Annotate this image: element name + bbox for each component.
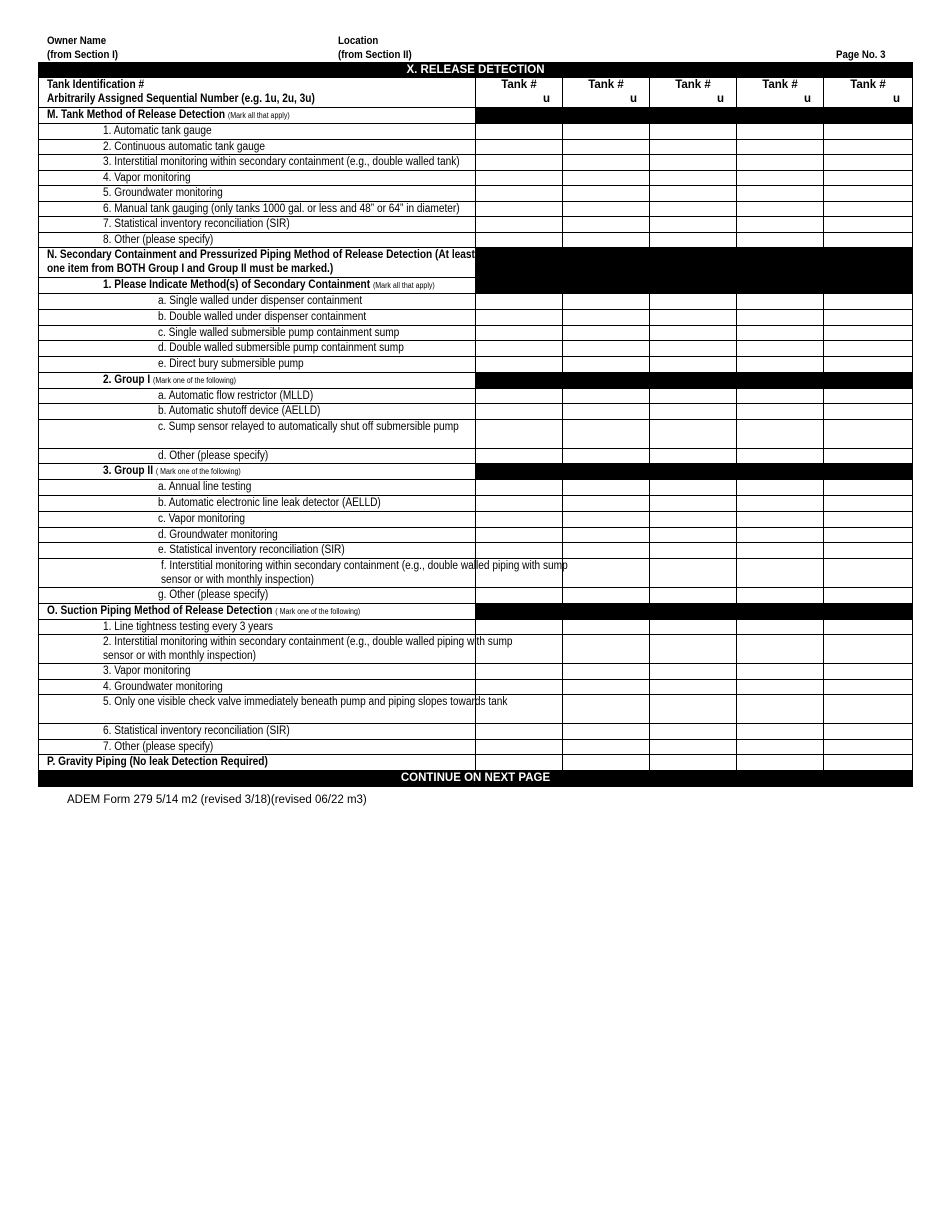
tank-2-checkbox[interactable] [563,679,650,695]
row-label: 3. Vapor monitoring [39,664,476,680]
table-row [39,404,913,420]
tank-3-checkbox[interactable] [650,404,737,420]
tank-3-checkbox[interactable] [650,341,737,357]
tank-5-checkbox[interactable] [824,404,913,420]
section-header-row [39,464,913,480]
tank-1-checkbox[interactable] [476,294,563,310]
tank-5-checkbox[interactable] [824,170,913,186]
tank-1-checkbox[interactable] [476,124,563,140]
tank-5-checkbox[interactable] [824,448,913,464]
tank-id-row [39,78,913,108]
tank-1-checkbox[interactable] [476,388,563,404]
row-label: M. Tank Method of Release Detection (Mark all that apply) [39,108,476,124]
tank-5-checkbox[interactable] [824,543,913,559]
tank-4-checkbox[interactable] [737,496,824,512]
owner-name-label: Owner Name (from Section I) [47,35,118,61]
form-footer: ADEM Form 279 5/14 m2 (revised 3/18)(revised 06/22 m3) [67,794,367,806]
tank-1-checkbox[interactable] [476,724,563,740]
tank-2-checkbox[interactable] [563,170,650,186]
tank-4-checkbox[interactable] [737,755,824,771]
tank-2-checkbox[interactable] [563,587,650,603]
tank-4-checkbox[interactable] [737,511,824,527]
row-label: 3. Group II ( Mark one of the following) [39,464,476,480]
row-label: 2. Group I (Mark one of the following) [39,372,476,388]
tank-4-checkbox[interactable] [737,587,824,603]
row-label: e. Direct bury submersible pump [39,357,476,373]
tank-5-checkbox[interactable] [824,186,913,202]
tank-3-checkbox[interactable] [650,558,737,587]
tank-3-checkbox[interactable] [650,755,737,771]
row-label: 8. Other (please specify) [39,232,476,248]
tank-2-checkbox[interactable] [563,739,650,755]
tank-1-checkbox[interactable] [476,664,563,680]
tank-3-checkbox[interactable] [650,124,737,140]
table-row [39,511,913,527]
tank-4-checkbox[interactable] [737,543,824,559]
tank-2-checkbox[interactable] [563,527,650,543]
table-row [39,558,913,587]
tank-3-checkbox[interactable] [650,724,737,740]
section-header-row [39,278,913,294]
tank-4-checkbox[interactable] [737,739,824,755]
section-header-row [39,108,913,124]
table-row [39,155,913,171]
tank-1-number-field[interactable]: Tank # u [476,78,563,108]
tank-4-checkbox[interactable] [737,558,824,587]
row-label: b. Automatic shutoff device (AELLD) [39,404,476,420]
tank-4-checkbox[interactable] [737,448,824,464]
tank-2-checkbox[interactable] [563,388,650,404]
table-row [39,217,913,233]
tank-1-checkbox[interactable] [476,679,563,695]
tank-2-number-field[interactable]: Tank # u [563,78,650,108]
row-label: a. Annual line testing [39,480,476,496]
tank-3-checkbox[interactable] [650,695,737,724]
table-row [39,480,913,496]
tank-4-checkbox[interactable] [737,294,824,310]
tank-3-checkbox[interactable] [650,357,737,373]
tank-1-checkbox[interactable] [476,325,563,341]
row-label: a. Single walled under dispenser containment [39,294,476,310]
table-row [39,325,913,341]
tank-4-checkbox[interactable] [737,201,824,217]
tank-4-checkbox[interactable] [737,664,824,680]
row-label: 2. Interstitial monitoring within secondary containment (e.g., double walled piping with sump sensor or with monthly inspection) [39,635,476,664]
tank-5-checkbox[interactable] [824,635,913,664]
table-row [39,619,913,635]
tank-4-checkbox[interactable] [737,217,824,233]
tank-4-number-field[interactable]: Tank # u [737,78,824,108]
tank-2-checkbox[interactable] [563,695,650,724]
tank-4-checkbox[interactable] [737,325,824,341]
tank-3-checkbox[interactable] [650,635,737,664]
tank-1-checkbox[interactable] [476,739,563,755]
tank-3-checkbox[interactable] [650,201,737,217]
table-row [39,664,913,680]
row-label: b. Automatic electronic line leak detector (AELLD) [39,496,476,512]
tank-2-checkbox[interactable] [563,124,650,140]
tank-5-checkbox[interactable] [824,527,913,543]
row-label: 4. Groundwater monitoring [39,679,476,695]
gravity-piping-row [39,755,913,771]
table-row [39,294,913,310]
tank-2-checkbox[interactable] [563,404,650,420]
row-label: 6. Manual tank gauging (only tanks 1000 gal. or less and 48” or 64” in diameter) [39,201,476,217]
tank-3-checkbox[interactable] [650,448,737,464]
tank-5-checkbox[interactable] [824,124,913,140]
tank-2-checkbox[interactable] [563,724,650,740]
blacked-out-cells [476,248,913,278]
tank-5-checkbox[interactable] [824,695,913,724]
table-row [39,496,913,512]
row-label: 1. Line tightness testing every 3 years [39,619,476,635]
tank-3-checkbox[interactable] [650,496,737,512]
tank-2-checkbox[interactable] [563,341,650,357]
tank-4-checkbox[interactable] [737,232,824,248]
tank-5-checkbox[interactable] [824,664,913,680]
table-row [39,543,913,559]
tank-3-checkbox[interactable] [650,217,737,233]
tank-3-checkbox[interactable] [650,170,737,186]
tank-1-checkbox[interactable] [476,543,563,559]
table-row [39,419,913,448]
tank-1-checkbox[interactable] [476,170,563,186]
tank-5-checkbox[interactable] [824,232,913,248]
row-label: 2. Continuous automatic tank gauge [39,139,476,155]
table-row [39,587,913,603]
tank-5-checkbox[interactable] [824,294,913,310]
tank-4-checkbox[interactable] [737,635,824,664]
tank-3-checkbox[interactable] [650,587,737,603]
tank-2-checkbox[interactable] [563,155,650,171]
tank-3-number-field[interactable]: Tank # u [650,78,737,108]
tank-2-checkbox[interactable] [563,232,650,248]
tank-3-checkbox[interactable] [650,325,737,341]
tank-5-checkbox[interactable] [824,480,913,496]
tank-3-checkbox[interactable] [650,419,737,448]
tank-4-checkbox[interactable] [737,170,824,186]
tank-1-checkbox[interactable] [476,341,563,357]
tank-4-checkbox[interactable] [737,309,824,325]
tank-2-checkbox[interactable] [563,755,650,771]
tank-2-checkbox[interactable] [563,664,650,680]
tank-3-checkbox[interactable] [650,309,737,325]
tank-3-checkbox[interactable] [650,186,737,202]
tank-5-checkbox[interactable] [824,619,913,635]
tank-4-checkbox[interactable] [737,419,824,448]
table-row [39,357,913,373]
tank-5-checkbox[interactable] [824,201,913,217]
row-label: 7. Other (please specify) [39,739,476,755]
tank-5-checkbox[interactable] [824,739,913,755]
blacked-out-cells [476,278,913,294]
tank-2-checkbox[interactable] [563,480,650,496]
tank-3-checkbox[interactable] [650,619,737,635]
tank-3-checkbox[interactable] [650,511,737,527]
tank-4-checkbox[interactable] [737,341,824,357]
tank-1-checkbox[interactable] [476,755,563,771]
table-row [39,739,913,755]
row-label: c. Vapor monitoring [39,511,476,527]
table-row [39,232,913,248]
table-row [39,139,913,155]
blacked-out-cells [476,108,913,124]
row-label: c. Single walled submersible pump containment sump [39,325,476,341]
row-label: 1. Automatic tank gauge [39,124,476,140]
row-label: d. Groundwater monitoring [39,527,476,543]
row-label: b. Double walled under dispenser containment [39,309,476,325]
tank-4-checkbox[interactable] [737,527,824,543]
tank-3-checkbox[interactable] [650,232,737,248]
tank-id-label: Tank Identification # Arbitrarily Assigned Sequential Number (e.g. 1u, 2u, 3u) [39,78,476,108]
tank-2-checkbox[interactable] [563,448,650,464]
tank-2-checkbox[interactable] [563,294,650,310]
tank-1-checkbox[interactable] [476,232,563,248]
tank-1-checkbox[interactable] [476,480,563,496]
table-row [39,124,913,140]
tank-5-checkbox[interactable] [824,419,913,448]
section-header-row [39,603,913,619]
tank-1-checkbox[interactable] [476,527,563,543]
tank-2-checkbox[interactable] [563,496,650,512]
tank-3-checkbox[interactable] [650,543,737,559]
tank-5-checkbox[interactable] [824,558,913,587]
row-label: d. Other (please specify) [39,448,476,464]
table-row [39,186,913,202]
tank-4-checkbox[interactable] [737,679,824,695]
tank-2-checkbox[interactable] [563,309,650,325]
section-title-band: X. RELEASE DETECTION [39,63,913,78]
row-label: 7. Statistical inventory reconciliation (SIR) [39,217,476,233]
tank-5-checkbox[interactable] [824,755,913,771]
row-label: O. Suction Piping Method of Release Detection ( Mark one of the following) [39,603,476,619]
row-label: d. Double walled submersible pump containment sump [39,341,476,357]
tank-4-checkbox[interactable] [737,695,824,724]
table-row [39,388,913,404]
table-row [39,201,913,217]
row-label: 1. Please Indicate Method(s) of Secondary Containment (Mark all that apply) [39,278,476,294]
tank-3-checkbox[interactable] [650,294,737,310]
tank-4-checkbox[interactable] [737,480,824,496]
tank-1-checkbox[interactable] [476,511,563,527]
blacked-out-cells [476,464,913,480]
row-label: c. Sump sensor relayed to automatically shut off submersible pump [39,419,476,448]
tank-1-checkbox[interactable] [476,139,563,155]
tank-3-checkbox[interactable] [650,139,737,155]
tank-4-checkbox[interactable] [737,404,824,420]
table-row [39,309,913,325]
table-row [39,341,913,357]
page-number: Page No. 3 [836,49,886,61]
location-label: Location (from Section II) [338,35,412,61]
blacked-out-cells [476,372,913,388]
tank-5-checkbox[interactable] [824,388,913,404]
tank-5-checkbox[interactable] [824,155,913,171]
tank-5-checkbox[interactable] [824,679,913,695]
tank-4-checkbox[interactable] [737,155,824,171]
tank-1-checkbox[interactable] [476,448,563,464]
tank-4-checkbox[interactable] [737,124,824,140]
tank-3-checkbox[interactable] [650,664,737,680]
tank-2-checkbox[interactable] [563,217,650,233]
tank-5-checkbox[interactable] [824,341,913,357]
tank-1-checkbox[interactable] [476,357,563,373]
tank-2-checkbox[interactable] [563,357,650,373]
tank-1-checkbox[interactable] [476,404,563,420]
table-row [39,695,913,724]
tank-2-checkbox[interactable] [563,635,650,664]
tank-4-checkbox[interactable] [737,139,824,155]
tank-1-checkbox[interactable] [476,496,563,512]
row-label: N. Secondary Containment and Pressurized Piping Method of Release Detection (At least one item from BOTH Group I and Group II must be marked.) [39,248,476,278]
tank-5-checkbox[interactable] [824,139,913,155]
table-row [39,448,913,464]
table-row [39,170,913,186]
tank-2-checkbox[interactable] [563,325,650,341]
table-row [39,635,913,664]
tank-5-number-field[interactable]: Tank # u [824,78,913,108]
tank-5-checkbox[interactable] [824,357,913,373]
tank-2-checkbox[interactable] [563,511,650,527]
tank-5-checkbox[interactable] [824,309,913,325]
continue-band: CONTINUE ON NEXT PAGE [39,771,913,787]
tank-3-checkbox[interactable] [650,155,737,171]
blacked-out-cells [476,603,913,619]
row-label: a. Automatic flow restrictor (MLLD) [39,388,476,404]
table-row [39,527,913,543]
tank-2-checkbox[interactable] [563,186,650,202]
tank-3-checkbox[interactable] [650,388,737,404]
row-label: 5. Groundwater monitoring [39,186,476,202]
tank-5-checkbox[interactable] [824,587,913,603]
tank-2-checkbox[interactable] [563,543,650,559]
tank-3-checkbox[interactable] [650,480,737,496]
table-row [39,679,913,695]
tank-5-checkbox[interactable] [824,724,913,740]
tank-3-checkbox[interactable] [650,527,737,543]
section-header-row [39,248,913,278]
tank-4-checkbox[interactable] [737,388,824,404]
row-label: 4. Vapor monitoring [39,170,476,186]
tank-5-checkbox[interactable] [824,217,913,233]
table-row [39,724,913,740]
tank-2-checkbox[interactable] [563,139,650,155]
tank-5-checkbox[interactable] [824,511,913,527]
tank-4-checkbox[interactable] [737,619,824,635]
tank-4-checkbox[interactable] [737,186,824,202]
tank-2-checkbox[interactable] [563,201,650,217]
tank-1-checkbox[interactable] [476,619,563,635]
row-label: f. Interstitial monitoring within secondary containment (e.g., double walled piping with sump sensor or with monthly inspection) [39,558,476,587]
row-label: 5. Only one visible check valve immediately beneath pump and piping slopes towards tank [39,695,476,724]
tank-4-checkbox[interactable] [737,724,824,740]
tank-5-checkbox[interactable] [824,325,913,341]
tank-1-checkbox[interactable] [476,309,563,325]
tank-1-checkbox[interactable] [476,186,563,202]
tank-3-checkbox[interactable] [650,739,737,755]
tank-1-checkbox[interactable] [476,587,563,603]
row-label: P. Gravity Piping (No leak Detection Required) [39,755,476,771]
row-label: e. Statistical inventory reconciliation (SIR) [39,543,476,559]
row-label: 6. Statistical inventory reconciliation (SIR) [39,724,476,740]
tank-1-checkbox[interactable] [476,217,563,233]
tank-4-checkbox[interactable] [737,357,824,373]
tank-3-checkbox[interactable] [650,679,737,695]
release-detection-table [38,62,913,787]
row-label: g. Other (please specify) [39,587,476,603]
section-header-row [39,372,913,388]
tank-2-checkbox[interactable] [563,619,650,635]
tank-5-checkbox[interactable] [824,496,913,512]
row-label: 3. Interstitial monitoring within secondary containment (e.g., double walled tank) [39,155,476,171]
